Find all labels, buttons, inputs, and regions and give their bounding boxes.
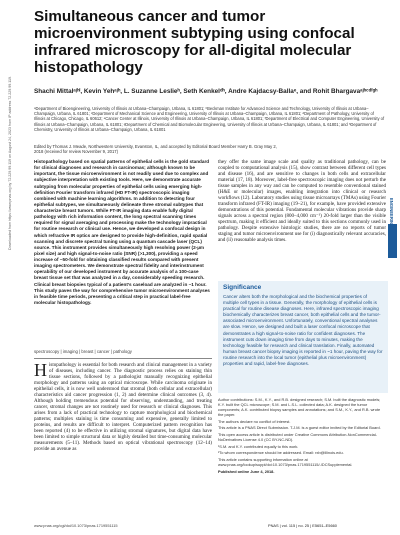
note-direct-submission: This article is a PNAS Direct Submission. T.J.M. is a guest editor invited by the Editorial Board. <box>218 425 381 431</box>
download-notice: Downloaded from https://www.pnas.org by 72.229.99.119 on August 24, 2023 from IP address 72.229.99.119. <box>8 75 12 250</box>
drop-cap: H <box>34 360 47 380</box>
abstract: Histopathology based on spatial patterns of epithelial cells is the gold standard for clinical diagnoses and research in carcinomas; although known to be important, the tissue microenvironment is not readily used due to complex and subjective interpretation with existing tools. Here, we demonstrate accurate subtyping from molecular properties of epithelial cells using emerging high-definition Fourier transform infrared (HD FT-IR) spectroscopic imaging combined with machine learning algorithms. In addition to detecting four epithelial subtypes, we simultaneously delineate three stromal subtypes that characterize breast tumors. While FT-IR imaging data enable fully digital pathology with rich information content, the long spectral scanning times required for signal averaging and processing make the technology impractical for routine research or clinical use. Hence, we developed a confocal design in which refractive IR optics are designed to provide high-definition, rapid spatial scanning and discrete spectral tuning using a quantum cascade laser (QCL) source. This instrument provides simultaneously high resolving power (2-µm pixel size) and high signal-to-noise ratio (SNR) (>1,300), providing a speed increase of ~50-fold for obtaining classified results compared with present imaging spectrometers. We demonstrate spectral fidelity and interinstrument operability of our developed instrument by accurate analysis of a 100-case breast tissue set that was analyzed in a day, considerably speeding research. Clinical breast biopsies typical of a patient’s caseload are analyzed in ~1 hour. This study paves the way for comprehensive tumor microenvironment analyses in feasible time periods, presenting a critical step in practical label-free molecular histopathology. <box>34 159 210 305</box>
note-contributions: Author contributions: S.M., K.Y., and R.B. designed research; S.M. built the diagnostic models; K.Y. built the QCL microscope; S.M. and L.S.L. collected data; A.K. designed the tumor components; A.K. contributed biopsy samples and annotations; and S.M., K.Y., and R.B. wrote the paper. <box>218 397 381 418</box>
note-correspondence: ²To whom correspondence should be addressed. Email: rxb@illinois.edu. <box>218 450 344 456</box>
section-badge <box>388 224 397 258</box>
article-title: Simultaneous cancer and tumor microenvironment subtyping using confocal infrared microscopy for all-digital molecular histopathology <box>34 8 355 76</box>
significance-heading: Significance <box>223 284 262 291</box>
right-column-text: they offer the same image scale and quality as traditional pathology, can be coupled to computational analysis (15), show contrast between different cell types and disease (16), and are sensitive to changes in both cells and extracellular material (17, 18). Moreover, label-free spectroscopic imaging does not perturb the tissue samples in any way and can be computed to resemble conventional stained (H&E or molecular) images, enabling integration into clinical or research workflows (12). Laboratory studies using tissue microarrays (TMAs) using Fourier transform infrared (FT-IR) imaging (19–21), for example, have provided extensive demonstrations of this potential. Fundamental molecular vibrations provide sharp signals across a spectral region (800–4,000 cm⁻¹) 20-fold larger than the visible spectrum, making it efficient and ideally suited to this sections commonly used in pathology. Despite extensive histologic studies, there are no reports of tumor staging and tumor microenvironment use for (i) diagnostically relevant accuracies, and (ii) reasonable analysis times. <box>218 159 386 244</box>
keywords: spectroscopy | imaging | breast | cancer | pathology <box>34 349 132 354</box>
editorial-note: Edited by Thomas J. Meade, Northwestern University, Evanston, IL, and accepted by Editorial Board Member Harry B. Gray May 2, 2018 (received for review November 9, 2017) <box>34 144 277 155</box>
author-list: Shachi Mittalᵃʲʰˡ, Kevin Yehᵃʲʰ, L. Suzanne Leslieʰ, Seth Kenkelᵈʰ, Andre Kajdacsy-Ballaᵉ, and Rohit Bhargavaᵃʲʰᶜᵈᶠᵍʰ <box>34 88 378 95</box>
divider <box>34 358 212 359</box>
note-license: This open access article is distributed under Creative Commons Attribution-NonCommercial-NoDerivatives License 4.0 (CC BY-NC-ND). <box>218 432 377 443</box>
note-equal-contribution: ¹S.M. and K.Y. contributed equally to this work. <box>218 443 299 449</box>
significance-text: Cancer alters both the morphological and the biochemical properties of multiple cell types in a tissue. Generally, the morphology of epithelial cells is practical for routine disease diagnoses. Here, infrared spectroscopic imaging biochemically characterizes breast cancer, both epithelial cells and the tumor-associated microenvironment. Unfortunately, conventional spectral analyses are slow. Hence, we designed and built a laser confocal microscope that demonstrates a high signal-to-noise ratio for confident diagnoses. The instrument cuts down imaging time from days to minutes, making the technology feasible for research and clinical translation. Finally, automated human breast cancer biopsy imaging is reported in ~1 hour, paving the way for routine research into the local tumor (epithelial plus microenvironment) properties and rapid, label-free diagnoses. <box>223 294 383 367</box>
footer-journal-info: PNAS | vol. 115 | no. 25 | E5651–E5660 <box>268 523 337 528</box>
introduction-text: istopathology is essential for both research and clinical management in a variety of diseases, including cancer. The diagnostic process relies on staining thin tissue sections, followed by a pathologist manually recognizing epithelial morphology and patterns using an optical microscope. While carcinoma originate in epithelial cells, it is now well understood that stromal (both cellular and extracellular) characteristics aid cancer progression (1, 2) and determine clinical outcomes (3, 4). Although holding tremendous potential for observing, understanding, and treating cancer, stromal changes are not routinely used for research or clinical diagnoses. This arises from a lack of practical technology to capture morphological and biochemical patterns; multiplex staining is time consuming and expensive, generally limited to proteins, and results are difficult to interpret. Computerized pattern recognition has been reported (4) to be effective in utilizing stromal signatures, but digital data have been limited to simple structural data or highly detailed but time-consuming molecular measurements (5–11). Methods based on optical vibrational spectroscopy (12–14) provide an avenue as <box>34 362 212 453</box>
note-conflict: The authors declare no conflict of interest. <box>218 418 291 424</box>
affiliations: ᵃDepartment of Bioengineering, University of Illinois at Urbana–Champaign, Urbana, IL 61801; ʰBeckman Institute for Advanced Science and Technology, University of Illinois at Urbana–Champaign, Urbana, IL 61801; ᶜDepartment of Mechanical Science and Engineering, University of Illinois at Urbana–Champaign, Urbana, IL 61801; ᵈDepartment of Pathology, University of Illinois at Chicago, Chicago, IL 60612; ᵉCancer Center at Illinois, University of Illinois at Urbana–Champaign, Urbana, IL 61801; ᶠDepartment of Electrical and Computer Engineering, University of Illinois at Urbana–Champaign, Urbana, IL 61801; ᵍDepartment of Chemical and Biomolecular Engineering, University of Illinois at Urbana–Champaign, Urbana, IL 61801; and ʰDepartment of Chemistry, University of Illinois at Urbana–Champaign, Urbana, IL 61801 <box>34 106 385 132</box>
article-notes <box>218 397 386 475</box>
section-label: ENGINEERING <box>389 198 394 228</box>
footer-doi-link[interactable]: www.pnas.org/cgi/doi/10.1073/pnas.1719551115 <box>34 523 118 528</box>
significance-box <box>218 281 388 393</box>
note-supporting-info: This article contains supporting information online at www.pnas.org/lookup/suppl/doi:10.1073/pnas.1719551115/-/DCSupplemental. <box>218 457 353 468</box>
note-published: Published online June 4, 2018. <box>218 468 275 474</box>
introduction <box>34 362 212 452</box>
